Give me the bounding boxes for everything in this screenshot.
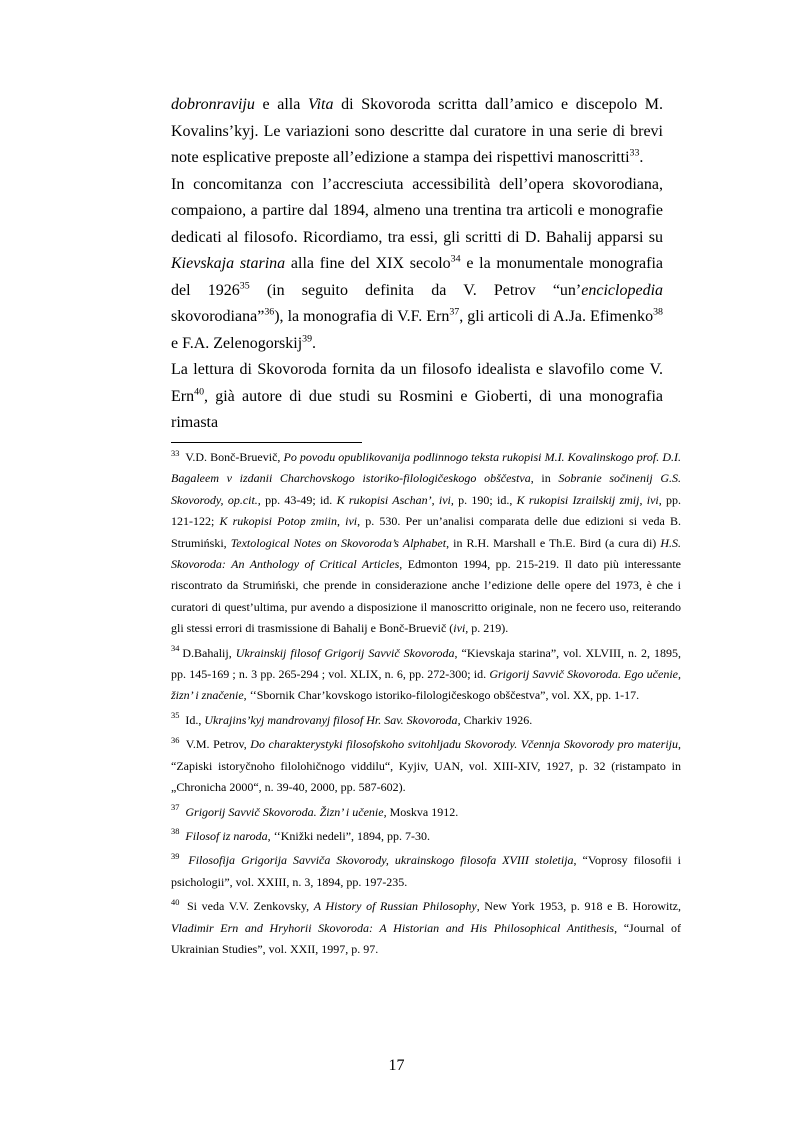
footnote-number: 33 [171, 448, 180, 458]
text-run: e F.A. Zelenogorskij [171, 334, 303, 352]
text-run: In concomitanza con l’accresciuta accessibilità dell’opera skovorodiana, compaiono, a partire dal 1894, almeno una trentina tra articoli e monografie dedicati al filosofo. Ricordiamo, tra essi, gli scritti di D. Bahalij apparsi su [171, 175, 663, 246]
footnote-separator [171, 442, 362, 443]
body-text [171, 92, 663, 437]
footnote-number: 34 [171, 644, 180, 654]
text-run: , Charkiv 1926. [457, 712, 533, 727]
italic-text: Grigorij Savvič Skovoroda. Žizn’ i učenie, [185, 804, 387, 819]
text-run: , p. 530. Per un’analisi comparata delle due edizioni si veda B. Strumiński, [171, 514, 681, 550]
italic-text: enciclopedia [581, 281, 664, 299]
text-run: , ‘‘Sbornik Char’kovskogo istoriko-filologičeskogo obščestva”, vol. XX, pp. 1-17. [243, 688, 640, 703]
text-run: , [639, 492, 647, 507]
paragraph [171, 172, 663, 358]
text-run: D.Bahalij, [182, 645, 236, 660]
footnote-ref: 36 [264, 306, 275, 318]
footnote-ref: 34 [450, 253, 461, 265]
footnote-number: 39 [171, 851, 180, 861]
italic-text: Textological Notes on Skovoroda’s Alphabet [230, 535, 447, 550]
italic-text: Filosofija Grigorija Savviča Skovorody, ukrainskogo filosofa XVIII stoletija [188, 853, 574, 868]
footnotes-section [171, 447, 681, 963]
italic-text: Ukrajins’kyj mandrovanyj filosof Hr. Sav. Skovoroda [204, 712, 458, 727]
italic-text: K rukopisi Izrailskij zmij [516, 492, 640, 507]
text-run: , già autore di due studi su Rosmini e Gioberti, di una monografia rimasta [171, 387, 663, 431]
paragraph [171, 92, 663, 172]
italic-text: H.S. Skovoroda: An Anthology of Critical Articles [171, 535, 681, 572]
text-run: e la monumentale monografia del 1926 [171, 255, 663, 299]
footnote-ref: 38 [653, 306, 663, 318]
footnote [171, 850, 681, 893]
text-run: alla fine del XIX secolo [285, 255, 451, 272]
page-number: 17 [388, 1057, 405, 1074]
footnote [171, 710, 681, 731]
text-run: , “Zapiski istoryčnoho filolohičnogo viddilu“, Kyjiv, UAN, vol. XIII-XIV, 1927, p. 32 (ristampato in „Chronicha 2000“, n. 39-40, 2000, pp. 587-602). [171, 737, 681, 795]
italic-text: ivi, [438, 492, 454, 507]
italic-text: ivi, [453, 621, 469, 636]
text-run: . [639, 149, 644, 166]
text-run: pp. 121-122; [171, 492, 682, 529]
text-run: Moskva 1912. [386, 804, 459, 819]
italic-text: A History of Russian Philosophy [313, 899, 477, 914]
footnote [171, 826, 681, 847]
italic-text: Grigorij Savvič Skovoroda. Ego učenie, žizn’ i značenie [171, 667, 681, 703]
footnote-ref: 33 [629, 147, 640, 159]
footnote-ref: 35 [239, 280, 250, 292]
footnote-ref: 40 [194, 386, 205, 398]
text-run: , ‘‘Knižki nedeli”, 1894, pp. 7-30. [267, 828, 431, 843]
text-run: Si veda V.V. Zenkovsky, [182, 899, 314, 914]
text-run: , in R.H. Marshall e Th.E. Bird (a cura di) [446, 535, 661, 550]
text-run: , “Journal of Ukrainian Studies”, vol. XXII, 1997, p. 97. [171, 920, 681, 956]
text-run: , New York 1953, p. 918 e B. Horowitz, [476, 899, 682, 914]
text-run: , “Kievskaja starina”, vol. XLVIII, n. 2, 1895, pp. 145-169 ; n. 3 pp. 265-294 ; vol. XLIX, n. 6, pp. 272-300; id. [171, 645, 681, 682]
text-run: , in [530, 471, 559, 486]
text-run: , [431, 492, 439, 507]
italic-text: ivi, [646, 492, 662, 507]
italic-text: dobronraviju [171, 96, 255, 113]
italic-text: K rukopisi Aschan’ [336, 492, 432, 507]
italic-text: Vita [308, 96, 334, 113]
footnote-number: 36 [171, 735, 180, 745]
paragraph [171, 357, 663, 437]
text-run: , gli articoli di A.Ja. Efimenko [459, 308, 654, 325]
text-run: ), la monografia di V.F. Ern [274, 308, 450, 325]
text-run: Id., [182, 712, 205, 727]
italic-text: Ukrainskij filosof Grigorij Savvič Skovoroda [235, 645, 455, 660]
footnote [171, 802, 681, 823]
text-run: pp. 43-49; id. [260, 492, 337, 507]
italic-text: Sobranie sočinenij G.S. Skovorody, op.cit., [171, 471, 681, 507]
italic-text: Kievskaja starina [171, 255, 286, 272]
text-run: e alla [254, 96, 309, 113]
footnote-ref: 37 [449, 306, 460, 318]
italic-text: Do charakterystyki filosofskoho svitohljadu Skovorody. Včennja Skovorody pro materiju [250, 737, 678, 752]
italic-text: Po povodu opublikovanija podlinnogo teksta rukopisi M.I. Kovalinskogo prof. D.I. Bagaleem v izdanii Charchovskogo istoriko-filologičeskogo obščestva [171, 450, 681, 486]
footnote-ref: 39 [302, 333, 313, 345]
italic-text: Vladimir Ern and Hryhorii Skovoroda: A Historian and His Philosophical Antithesis [171, 920, 615, 935]
text-run: di Skovoroda scritta dall’amico e discepolo M. Kovalins’kyj. Le variazioni sono descritte dal curatore in una serie di brevi note esplicative preposte all’edizione a stampa dei rispettivi manoscritti [171, 96, 663, 166]
text-run: skovorodiana” [171, 308, 265, 325]
text-run: . [312, 334, 317, 352]
italic-text: Filosof iz naroda [185, 828, 268, 843]
footnote-number: 40 [171, 897, 180, 907]
text-run: V.D. Bonč-Bruevič, [182, 450, 284, 464]
footnote-number: 35 [171, 711, 180, 721]
text-run: V.M. Petrov, [182, 737, 251, 752]
footnote [171, 447, 681, 640]
text-run: (in seguito definita da V. Petrov “un’ [249, 281, 582, 299]
text-run: La lettura di Skovoroda fornita da un filosofo idealista e slavofilo come V. Ern [171, 361, 663, 405]
text-run: , [336, 514, 346, 529]
footnote [171, 643, 681, 707]
italic-text: ivi [345, 514, 358, 529]
footnote-number: 37 [171, 803, 180, 813]
italic-text: K rukopisi Potop zmiin [219, 514, 337, 529]
footnote-number: 38 [171, 827, 180, 837]
text-run: , “Voprosy filosofii i psichologii”, vol. XXIII, n. 3, 1894, pp. 197-235. [171, 853, 681, 889]
footnote [171, 734, 681, 798]
text-run: p. 190; id., [453, 492, 517, 507]
text-run: , Edmonton 1994, pp. 215-219. Il dato più interessante riscontrato da Strumiński, che prende in considerazione anche l’edizione delle opere del 1973, è che i curatori di quest’ultima, pur avendo a disposizione il manoscritto originale, non ne fecero uso, reiterando gli stessi errori di trasmissione di Bahalij e Bonč-Bruevič ( [171, 557, 681, 636]
footnote [171, 896, 681, 960]
text-run: p. 219). [468, 621, 509, 636]
